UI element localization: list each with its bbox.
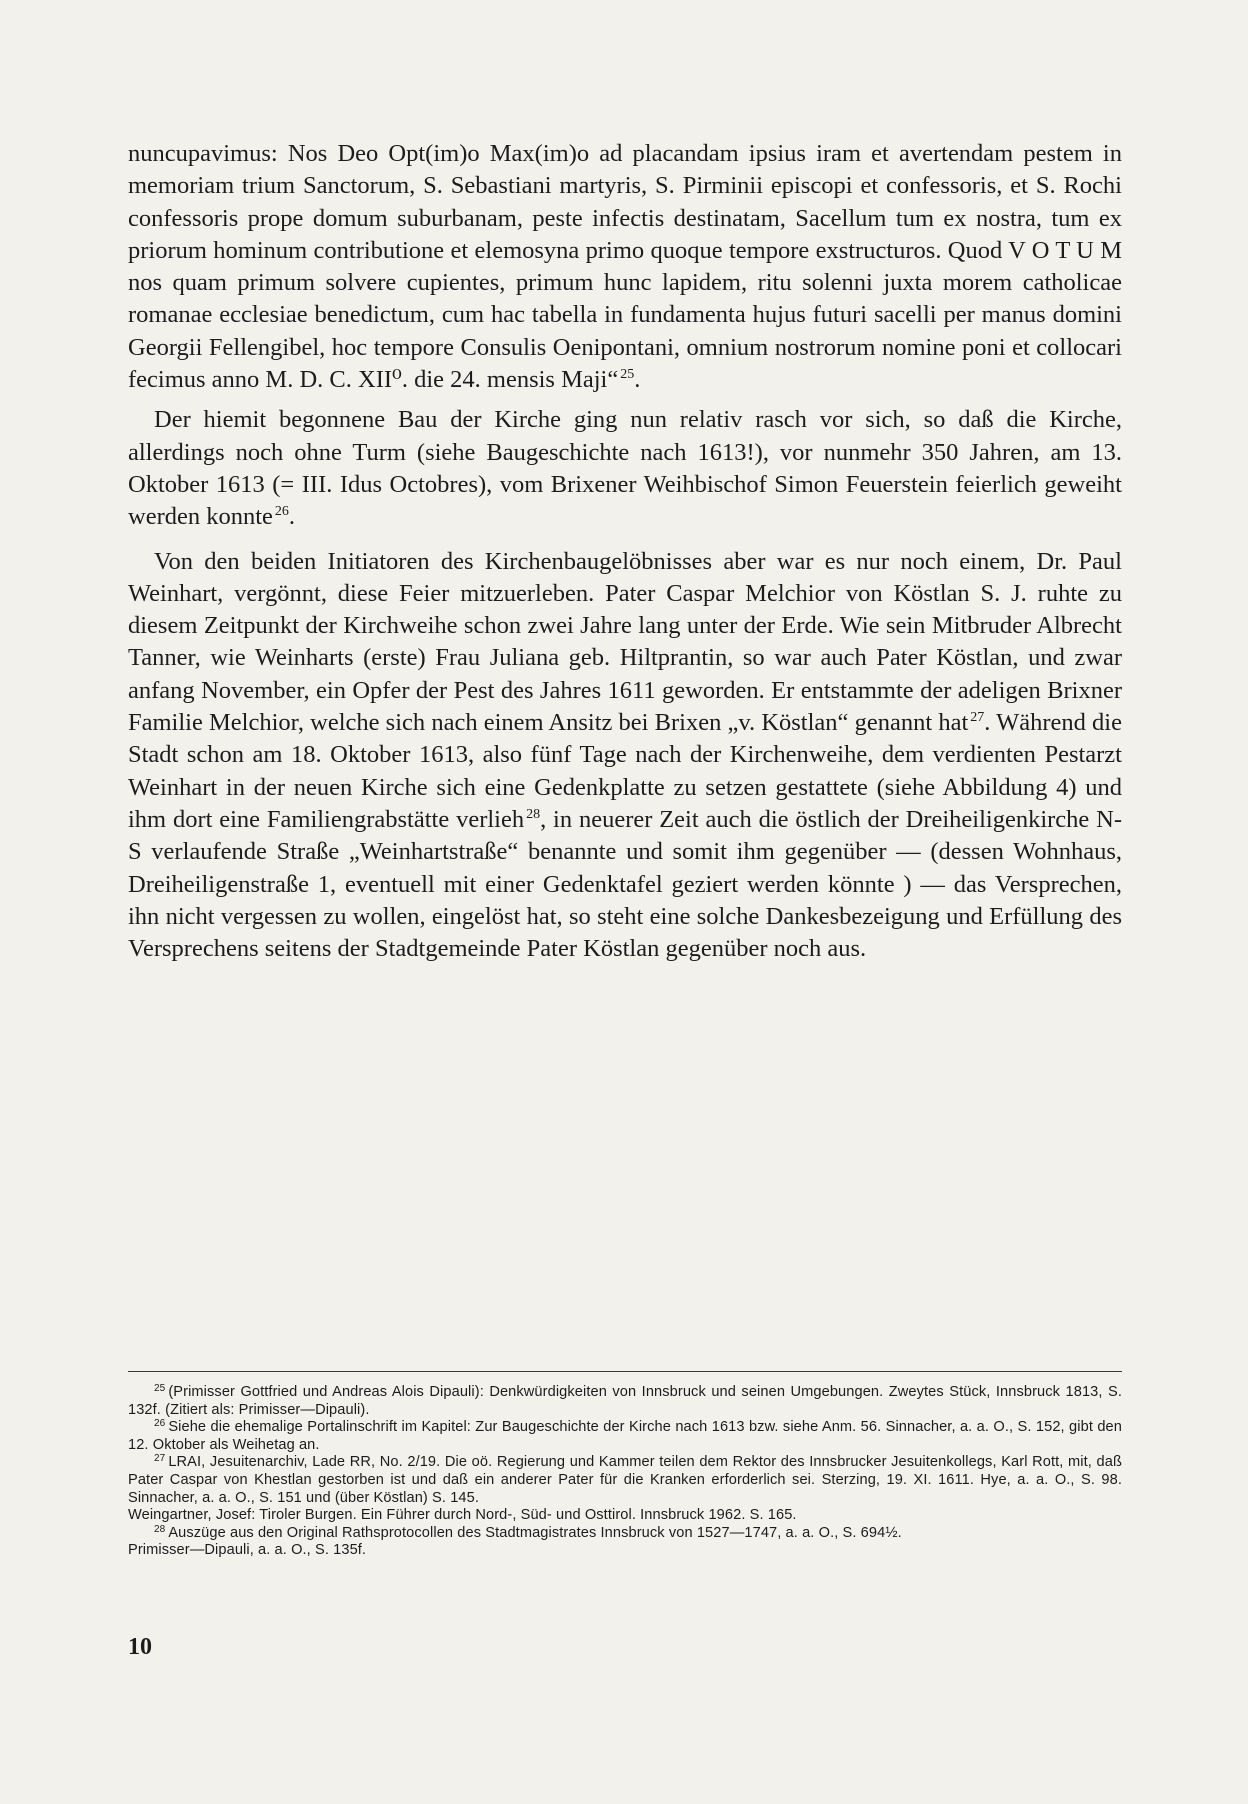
footnote-ref-25[interactable]: 25 (620, 367, 635, 383)
paragraph-tail: . (634, 366, 641, 394)
footnote-number: 27 (154, 1453, 166, 1465)
page-number: 10 (128, 1634, 152, 1660)
paragraph-quote (128, 138, 1122, 396)
paragraph-tail: . Während die Stadt schon am 18. Oktober 1613, also fünf Tage nach der Kirchenweihe, dem verdienten Pestarzt Weinhart in der neuen Kirche sich eine Gedenkplatte zu setzen gestattete (siehe Abbildung 4) und ihm dort eine Familiengrabstätte verlieh (128, 709, 1122, 833)
footnote-number: 28 (154, 1523, 166, 1535)
footnote-number: 25 (154, 1383, 166, 1394)
footnote-ref-26[interactable]: 26 (274, 504, 289, 520)
footnote-27 (128, 1454, 1122, 1507)
footnote-text: Siehe die ehemalige Portalinschrift im Kapitel: Zur Baugeschichte der Kirche nach 1613 bzw. siehe Anm. 56. Sinnacher, a. a. O., S. 152, gibt den 12. Oktober als Weihetag an. (128, 1419, 1122, 1453)
footnote-divider (128, 1371, 1122, 1372)
footnote-text: Primisser—Dipauli, a. a. O., S. 135f. (128, 1542, 367, 1559)
footnotes (128, 1384, 1122, 1560)
footnote-25 (128, 1384, 1122, 1419)
footnote-ref-27[interactable]: 27 (970, 710, 985, 726)
footnote-text: Auszüge aus den Original Rathsprotocollen des Stadtmagistrates Innsbruck von 1527—1747, a. a. O., S. 694½. (168, 1524, 902, 1541)
paragraph-text: nuncupavimus: Nos Deo Opt(im)o Max(im)o ad placandam ipsius iram et avertendam pestem in memoriam trium Sanctorum, S. Sebastiani martyris, S. Pirminii episcopi et confessoris, et S. Rochi confessoris prope domum suburbanam, peste infectis destinatam, Sacellum tum ex nostra, tum ex priorum hominum contributione et elemosyna primo quoque tempore exstructuros. Quod V O T U M nos quam primum solvere cupientes, primum hunc lapidem, ritu solenni juxta morem catholicae romanae ecclesiae benedictum, cum hac tabella in fundamenta hujus futuri sacelli per manus domini Georgii Fellengibel, hoc tempore Consulis Oenipontani, omnium nostrorum nomine poni et collocari fecimus anno M. D. C. XII⁰. die 24. mensis Maji“ (128, 140, 1122, 394)
main-text (128, 138, 1122, 977)
footnote-text: LRAI, Jesuitenarchiv, Lade RR, No. 2/19. Die oö. Regierung und Kammer teilen dem Rektor des Innsbrucker Jesuitenkollegs, Karl Rott, mit, daß Pater Caspar von Khestlan gestorben ist und daß ein anderer Pater für die Kranken erforderlich sei. Sterzing, 19. XI. 1611. Hye, a. a. O., S. 98. Sinnacher, a. a. O., S. 151 und (über Köstlan) S. 145. (128, 1454, 1122, 1506)
paragraph-construction (128, 404, 1122, 533)
paragraph-tail: , in neuerer Zeit auch die östlich der Dreiheiligenkirche N-S verlaufende Straße „Weinhartstraße“ benannte und somit ihm gegenüber — (dessen Wohnhaus, Dreiheiligenstraße 1, eventuell mit einer Gedenktafel geziert werden könnte ) — das Versprechen, ihn nicht vergessen zu wollen, eingelöst hat, so steht eine solche Dankesbezeigung und Erfüllung des Versprechens seitens der Stadtgemeinde Pater Köstlan gegenüber noch aus. (128, 805, 1122, 963)
footnote-26 (128, 1419, 1122, 1454)
footnote-28-continued (128, 1542, 1122, 1560)
paragraph-text: Der hiemit begonnene Bau der Kirche ging nun relativ rasch vor sich, so daß die Kirche, allerdings noch ohne Turm (siehe Baugeschichte nach 1613!), vor nunmehr 350 Jahren, am 13. Oktober 1613 (= III. Idus Octobres), vom Brixener Weihbischof Simon Feuerstein feierlich geweiht werden konnte (128, 406, 1122, 531)
footnote-ref-28[interactable]: 28 (526, 806, 541, 822)
footnote-text: (Primisser Gottfried und Andreas Alois Dipauli): Denkwürdigkeiten von Innsbruck und seinen Umgebungen. Zweytes Stück, Innsbruck 1813, S. 132f. (Zitiert als: Primisser—Dipauli). (128, 1384, 1122, 1418)
footnote-27-continued (128, 1507, 1122, 1525)
paragraph-initiators (128, 546, 1122, 966)
footnote-number: 26 (154, 1418, 166, 1430)
paragraph-text: Von den beiden Initiatoren des Kirchenbaugelöbnisses aber war es nur noch einem, Dr. Paul Weinhart, vergönnt, diese Feier mitzuerleben. Pater Caspar Melchior von Köstlan S. J. ruhte zu diesem Zeitpunkt der Kirchweihe schon zwei Jahre lang unter der Erde. Wie sein Mitbruder Albrecht Tanner, wie Weinharts (erste) Frau Juliana geb. Hiltprantin, so war auch Pater Köstlan, und zwar anfang November, ein Opfer der Pest des Jahres 1611 geworden. Er entstammte der adeligen Brixner Familie Melchior, welche sich nach einem Ansitz bei Brixen „v. Köstlan“ genannt hat (128, 547, 1122, 737)
footnote-28 (128, 1525, 1122, 1543)
paragraph-tail: . (288, 503, 296, 531)
footnote-text: Weingartner, Josef: Tiroler Burgen. Ein Führer durch Nord-, Süd- und Osttirol. Innsbruck 1962. S. 165. (128, 1507, 797, 1524)
